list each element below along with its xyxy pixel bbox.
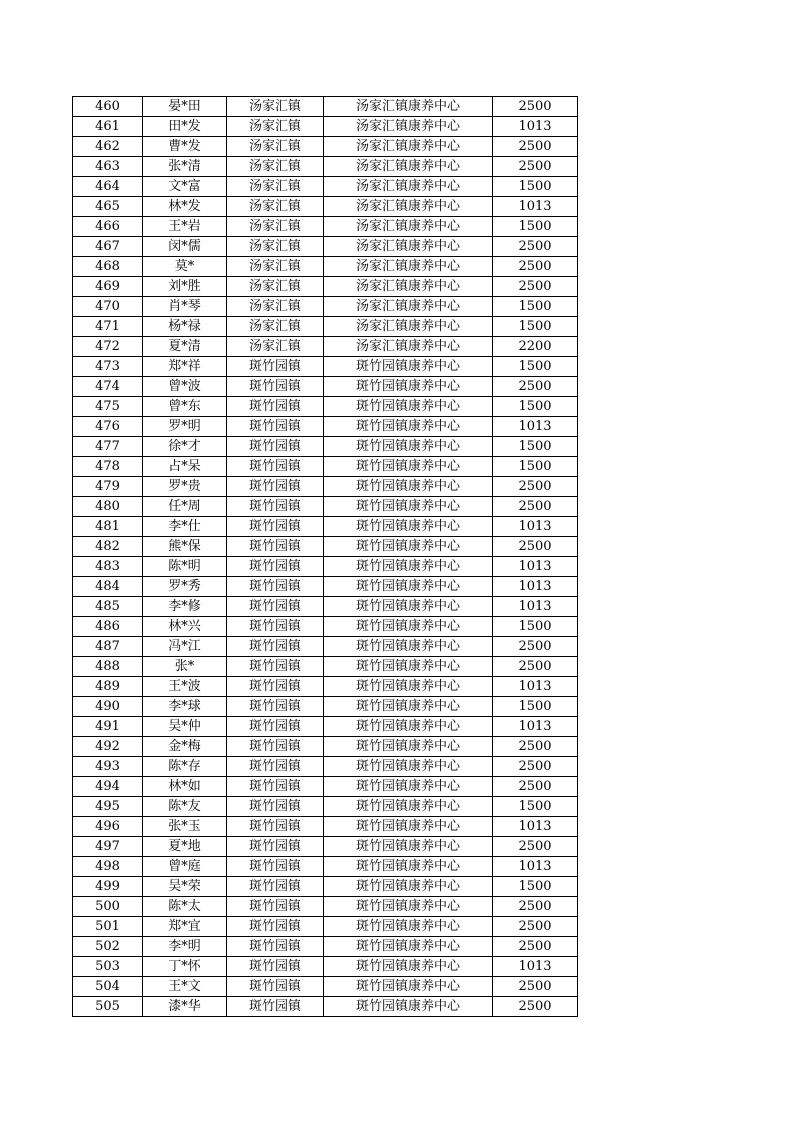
amount-cell: 2500 bbox=[493, 637, 578, 657]
amount-cell: 1500 bbox=[493, 217, 578, 237]
care-center-cell: 斑竹园镇康养中心 bbox=[324, 557, 493, 577]
name-cell: 夏*清 bbox=[143, 337, 227, 357]
table-row bbox=[73, 217, 578, 237]
name-cell: 文*富 bbox=[143, 177, 227, 197]
care-center-cell: 斑竹园镇康养中心 bbox=[324, 737, 493, 757]
town-cell: 汤家汇镇 bbox=[227, 317, 324, 337]
name-cell: 张* bbox=[143, 657, 227, 677]
amount-cell: 1500 bbox=[493, 177, 578, 197]
care-center-cell: 斑竹园镇康养中心 bbox=[324, 357, 493, 377]
name-cell: 罗*明 bbox=[143, 417, 227, 437]
town-cell: 斑竹园镇 bbox=[227, 557, 324, 577]
table-row bbox=[73, 857, 578, 877]
table-row bbox=[73, 837, 578, 857]
town-cell: 斑竹园镇 bbox=[227, 817, 324, 837]
table-row bbox=[73, 997, 578, 1017]
amount-cell: 1500 bbox=[493, 797, 578, 817]
care-center-cell: 汤家汇镇康养中心 bbox=[324, 177, 493, 197]
town-cell: 汤家汇镇 bbox=[227, 197, 324, 217]
table-row bbox=[73, 157, 578, 177]
name-cell: 林*兴 bbox=[143, 617, 227, 637]
amount-cell: 2500 bbox=[493, 237, 578, 257]
row-number-cell: 483 bbox=[73, 557, 143, 577]
care-center-cell: 斑竹园镇康养中心 bbox=[324, 657, 493, 677]
name-cell: 吴*荣 bbox=[143, 877, 227, 897]
town-cell: 斑竹园镇 bbox=[227, 517, 324, 537]
amount-cell: 1500 bbox=[493, 437, 578, 457]
name-cell: 陈*存 bbox=[143, 757, 227, 777]
amount-cell: 1500 bbox=[493, 877, 578, 897]
name-cell: 罗*贵 bbox=[143, 477, 227, 497]
amount-cell: 1500 bbox=[493, 617, 578, 637]
care-center-cell: 斑竹园镇康养中心 bbox=[324, 957, 493, 977]
name-cell: 张*清 bbox=[143, 157, 227, 177]
town-cell: 斑竹园镇 bbox=[227, 997, 324, 1017]
amount-cell: 2500 bbox=[493, 277, 578, 297]
amount-cell: 2500 bbox=[493, 657, 578, 677]
row-number-cell: 474 bbox=[73, 377, 143, 397]
table-row bbox=[73, 237, 578, 257]
amount-cell: 1013 bbox=[493, 417, 578, 437]
table-row bbox=[73, 797, 578, 817]
town-cell: 斑竹园镇 bbox=[227, 737, 324, 757]
table-row bbox=[73, 777, 578, 797]
row-number-cell: 486 bbox=[73, 617, 143, 637]
table-row bbox=[73, 757, 578, 777]
name-cell: 张*玉 bbox=[143, 817, 227, 837]
row-number-cell: 493 bbox=[73, 757, 143, 777]
table-row bbox=[73, 537, 578, 557]
table-row bbox=[73, 697, 578, 717]
name-cell: 金*梅 bbox=[143, 737, 227, 757]
name-cell: 李*仕 bbox=[143, 517, 227, 537]
row-number-cell: 473 bbox=[73, 357, 143, 377]
amount-cell: 2500 bbox=[493, 537, 578, 557]
row-number-cell: 479 bbox=[73, 477, 143, 497]
town-cell: 斑竹园镇 bbox=[227, 437, 324, 457]
table-row bbox=[73, 117, 578, 137]
care-center-cell: 汤家汇镇康养中心 bbox=[324, 117, 493, 137]
row-number-cell: 501 bbox=[73, 917, 143, 937]
amount-cell: 2500 bbox=[493, 97, 578, 117]
town-cell: 汤家汇镇 bbox=[227, 257, 324, 277]
care-center-cell: 汤家汇镇康养中心 bbox=[324, 197, 493, 217]
care-center-cell: 斑竹园镇康养中心 bbox=[324, 777, 493, 797]
row-number-cell: 488 bbox=[73, 657, 143, 677]
care-center-cell: 斑竹园镇康养中心 bbox=[324, 477, 493, 497]
name-cell: 李*球 bbox=[143, 697, 227, 717]
care-center-cell: 斑竹园镇康养中心 bbox=[324, 977, 493, 997]
care-center-cell: 汤家汇镇康养中心 bbox=[324, 137, 493, 157]
row-number-cell: 504 bbox=[73, 977, 143, 997]
table-row bbox=[73, 417, 578, 437]
amount-cell: 2500 bbox=[493, 937, 578, 957]
name-cell: 王*岩 bbox=[143, 217, 227, 237]
town-cell: 斑竹园镇 bbox=[227, 397, 324, 417]
records-table-body bbox=[73, 97, 578, 1017]
care-center-cell: 斑竹园镇康养中心 bbox=[324, 797, 493, 817]
table-row bbox=[73, 317, 578, 337]
town-cell: 斑竹园镇 bbox=[227, 377, 324, 397]
table-row bbox=[73, 137, 578, 157]
town-cell: 斑竹园镇 bbox=[227, 757, 324, 777]
row-number-cell: 487 bbox=[73, 637, 143, 657]
town-cell: 斑竹园镇 bbox=[227, 597, 324, 617]
row-number-cell: 497 bbox=[73, 837, 143, 857]
town-cell: 斑竹园镇 bbox=[227, 837, 324, 857]
row-number-cell: 468 bbox=[73, 257, 143, 277]
records-table bbox=[72, 96, 578, 1017]
amount-cell: 1013 bbox=[493, 817, 578, 837]
table-row bbox=[73, 297, 578, 317]
town-cell: 斑竹园镇 bbox=[227, 717, 324, 737]
table-row bbox=[73, 617, 578, 637]
table-row bbox=[73, 97, 578, 117]
amount-cell: 2500 bbox=[493, 777, 578, 797]
table-row bbox=[73, 957, 578, 977]
table-row bbox=[73, 677, 578, 697]
amount-cell: 2500 bbox=[493, 917, 578, 937]
name-cell: 陈*明 bbox=[143, 557, 227, 577]
table-row bbox=[73, 277, 578, 297]
care-center-cell: 汤家汇镇康养中心 bbox=[324, 217, 493, 237]
town-cell: 斑竹园镇 bbox=[227, 877, 324, 897]
table-row bbox=[73, 717, 578, 737]
amount-cell: 1013 bbox=[493, 197, 578, 217]
amount-cell: 1500 bbox=[493, 697, 578, 717]
town-cell: 汤家汇镇 bbox=[227, 177, 324, 197]
care-center-cell: 汤家汇镇康养中心 bbox=[324, 297, 493, 317]
town-cell: 斑竹园镇 bbox=[227, 657, 324, 677]
care-center-cell: 斑竹园镇康养中心 bbox=[324, 897, 493, 917]
amount-cell: 1013 bbox=[493, 677, 578, 697]
care-center-cell: 斑竹园镇康养中心 bbox=[324, 497, 493, 517]
name-cell: 李*明 bbox=[143, 937, 227, 957]
care-center-cell: 汤家汇镇康养中心 bbox=[324, 157, 493, 177]
care-center-cell: 斑竹园镇康养中心 bbox=[324, 917, 493, 937]
amount-cell: 2500 bbox=[493, 897, 578, 917]
row-number-cell: 484 bbox=[73, 577, 143, 597]
name-cell: 曾*波 bbox=[143, 377, 227, 397]
amount-cell: 1013 bbox=[493, 517, 578, 537]
row-number-cell: 461 bbox=[73, 117, 143, 137]
row-number-cell: 477 bbox=[73, 437, 143, 457]
amount-cell: 1013 bbox=[493, 597, 578, 617]
table-row bbox=[73, 337, 578, 357]
table-row bbox=[73, 197, 578, 217]
name-cell: 陈*太 bbox=[143, 897, 227, 917]
row-number-cell: 490 bbox=[73, 697, 143, 717]
name-cell: 丁*怀 bbox=[143, 957, 227, 977]
amount-cell: 1013 bbox=[493, 857, 578, 877]
care-center-cell: 斑竹园镇康养中心 bbox=[324, 617, 493, 637]
town-cell: 斑竹园镇 bbox=[227, 697, 324, 717]
care-center-cell: 汤家汇镇康养中心 bbox=[324, 337, 493, 357]
amount-cell: 1013 bbox=[493, 717, 578, 737]
care-center-cell: 斑竹园镇康养中心 bbox=[324, 457, 493, 477]
care-center-cell: 汤家汇镇康养中心 bbox=[324, 97, 493, 117]
row-number-cell: 489 bbox=[73, 677, 143, 697]
care-center-cell: 斑竹园镇康养中心 bbox=[324, 877, 493, 897]
town-cell: 汤家汇镇 bbox=[227, 217, 324, 237]
name-cell: 林*如 bbox=[143, 777, 227, 797]
row-number-cell: 465 bbox=[73, 197, 143, 217]
town-cell: 汤家汇镇 bbox=[227, 97, 324, 117]
name-cell: 漆*华 bbox=[143, 997, 227, 1017]
care-center-cell: 斑竹园镇康养中心 bbox=[324, 577, 493, 597]
town-cell: 汤家汇镇 bbox=[227, 237, 324, 257]
table-row bbox=[73, 437, 578, 457]
amount-cell: 1013 bbox=[493, 557, 578, 577]
row-number-cell: 495 bbox=[73, 797, 143, 817]
town-cell: 斑竹园镇 bbox=[227, 457, 324, 477]
table-row bbox=[73, 657, 578, 677]
row-number-cell: 475 bbox=[73, 397, 143, 417]
town-cell: 斑竹园镇 bbox=[227, 637, 324, 657]
name-cell: 吴*仲 bbox=[143, 717, 227, 737]
row-number-cell: 492 bbox=[73, 737, 143, 757]
row-number-cell: 467 bbox=[73, 237, 143, 257]
row-number-cell: 476 bbox=[73, 417, 143, 437]
name-cell: 莫* bbox=[143, 257, 227, 277]
row-number-cell: 462 bbox=[73, 137, 143, 157]
care-center-cell: 斑竹园镇康养中心 bbox=[324, 697, 493, 717]
name-cell: 闵*儒 bbox=[143, 237, 227, 257]
table-row bbox=[73, 977, 578, 997]
care-center-cell: 汤家汇镇康养中心 bbox=[324, 237, 493, 257]
amount-cell: 1013 bbox=[493, 957, 578, 977]
name-cell: 冯*江 bbox=[143, 637, 227, 657]
care-center-cell: 斑竹园镇康养中心 bbox=[324, 717, 493, 737]
row-number-cell: 470 bbox=[73, 297, 143, 317]
table-row bbox=[73, 517, 578, 537]
care-center-cell: 斑竹园镇康养中心 bbox=[324, 597, 493, 617]
care-center-cell: 斑竹园镇康养中心 bbox=[324, 417, 493, 437]
town-cell: 斑竹园镇 bbox=[227, 857, 324, 877]
name-cell: 占*呆 bbox=[143, 457, 227, 477]
table-row bbox=[73, 897, 578, 917]
town-cell: 斑竹园镇 bbox=[227, 977, 324, 997]
amount-cell: 2500 bbox=[493, 257, 578, 277]
name-cell: 陈*友 bbox=[143, 797, 227, 817]
amount-cell: 2500 bbox=[493, 737, 578, 757]
care-center-cell: 斑竹园镇康养中心 bbox=[324, 757, 493, 777]
name-cell: 郑*宜 bbox=[143, 917, 227, 937]
row-number-cell: 491 bbox=[73, 717, 143, 737]
care-center-cell: 斑竹园镇康养中心 bbox=[324, 517, 493, 537]
table-row bbox=[73, 477, 578, 497]
town-cell: 斑竹园镇 bbox=[227, 477, 324, 497]
amount-cell: 1500 bbox=[493, 357, 578, 377]
name-cell: 徐*才 bbox=[143, 437, 227, 457]
row-number-cell: 460 bbox=[73, 97, 143, 117]
amount-cell: 2200 bbox=[493, 337, 578, 357]
row-number-cell: 485 bbox=[73, 597, 143, 617]
town-cell: 斑竹园镇 bbox=[227, 937, 324, 957]
town-cell: 汤家汇镇 bbox=[227, 297, 324, 317]
amount-cell: 1013 bbox=[493, 117, 578, 137]
name-cell: 任*周 bbox=[143, 497, 227, 517]
row-number-cell: 500 bbox=[73, 897, 143, 917]
table-row bbox=[73, 817, 578, 837]
amount-cell: 2500 bbox=[493, 837, 578, 857]
care-center-cell: 汤家汇镇康养中心 bbox=[324, 277, 493, 297]
amount-cell: 1500 bbox=[493, 297, 578, 317]
town-cell: 斑竹园镇 bbox=[227, 497, 324, 517]
name-cell: 杨*禄 bbox=[143, 317, 227, 337]
table-row bbox=[73, 737, 578, 757]
town-cell: 汤家汇镇 bbox=[227, 137, 324, 157]
care-center-cell: 汤家汇镇康养中心 bbox=[324, 257, 493, 277]
town-cell: 斑竹园镇 bbox=[227, 917, 324, 937]
row-number-cell: 471 bbox=[73, 317, 143, 337]
care-center-cell: 斑竹园镇康养中心 bbox=[324, 997, 493, 1017]
town-cell: 汤家汇镇 bbox=[227, 157, 324, 177]
town-cell: 斑竹园镇 bbox=[227, 677, 324, 697]
town-cell: 斑竹园镇 bbox=[227, 777, 324, 797]
amount-cell: 2500 bbox=[493, 997, 578, 1017]
row-number-cell: 502 bbox=[73, 937, 143, 957]
name-cell: 肖*琴 bbox=[143, 297, 227, 317]
name-cell: 李*修 bbox=[143, 597, 227, 617]
care-center-cell: 斑竹园镇康养中心 bbox=[324, 437, 493, 457]
amount-cell: 2500 bbox=[493, 157, 578, 177]
name-cell: 熊*保 bbox=[143, 537, 227, 557]
table-row bbox=[73, 597, 578, 617]
name-cell: 曾*东 bbox=[143, 397, 227, 417]
row-number-cell: 496 bbox=[73, 817, 143, 837]
town-cell: 斑竹园镇 bbox=[227, 617, 324, 637]
row-number-cell: 464 bbox=[73, 177, 143, 197]
table-row bbox=[73, 637, 578, 657]
row-number-cell: 498 bbox=[73, 857, 143, 877]
row-number-cell: 478 bbox=[73, 457, 143, 477]
name-cell: 罗*秀 bbox=[143, 577, 227, 597]
town-cell: 斑竹园镇 bbox=[227, 537, 324, 557]
row-number-cell: 480 bbox=[73, 497, 143, 517]
amount-cell: 1013 bbox=[493, 577, 578, 597]
name-cell: 郑*祥 bbox=[143, 357, 227, 377]
table-row bbox=[73, 257, 578, 277]
town-cell: 汤家汇镇 bbox=[227, 277, 324, 297]
amount-cell: 2500 bbox=[493, 977, 578, 997]
row-number-cell: 503 bbox=[73, 957, 143, 977]
care-center-cell: 斑竹园镇康养中心 bbox=[324, 397, 493, 417]
row-number-cell: 505 bbox=[73, 997, 143, 1017]
name-cell: 晏*田 bbox=[143, 97, 227, 117]
table-row bbox=[73, 917, 578, 937]
row-number-cell: 463 bbox=[73, 157, 143, 177]
table-row bbox=[73, 457, 578, 477]
name-cell: 田*发 bbox=[143, 117, 227, 137]
town-cell: 汤家汇镇 bbox=[227, 337, 324, 357]
table-row bbox=[73, 937, 578, 957]
name-cell: 刘*胜 bbox=[143, 277, 227, 297]
amount-cell: 2500 bbox=[493, 497, 578, 517]
care-center-cell: 斑竹园镇康养中心 bbox=[324, 837, 493, 857]
name-cell: 王*波 bbox=[143, 677, 227, 697]
name-cell: 林*发 bbox=[143, 197, 227, 217]
table-row bbox=[73, 397, 578, 417]
name-cell: 夏*地 bbox=[143, 837, 227, 857]
row-number-cell: 499 bbox=[73, 877, 143, 897]
care-center-cell: 斑竹园镇康养中心 bbox=[324, 817, 493, 837]
amount-cell: 2500 bbox=[493, 757, 578, 777]
amount-cell: 1500 bbox=[493, 457, 578, 477]
care-center-cell: 斑竹园镇康养中心 bbox=[324, 377, 493, 397]
amount-cell: 1500 bbox=[493, 317, 578, 337]
town-cell: 斑竹园镇 bbox=[227, 797, 324, 817]
town-cell: 汤家汇镇 bbox=[227, 117, 324, 137]
care-center-cell: 斑竹园镇康养中心 bbox=[324, 537, 493, 557]
row-number-cell: 481 bbox=[73, 517, 143, 537]
table-row bbox=[73, 557, 578, 577]
care-center-cell: 斑竹园镇康养中心 bbox=[324, 857, 493, 877]
table-row bbox=[73, 577, 578, 597]
name-cell: 曾*庭 bbox=[143, 857, 227, 877]
table-row bbox=[73, 877, 578, 897]
town-cell: 斑竹园镇 bbox=[227, 357, 324, 377]
care-center-cell: 斑竹园镇康养中心 bbox=[324, 937, 493, 957]
care-center-cell: 斑竹园镇康养中心 bbox=[324, 677, 493, 697]
amount-cell: 2500 bbox=[493, 137, 578, 157]
row-number-cell: 494 bbox=[73, 777, 143, 797]
row-number-cell: 469 bbox=[73, 277, 143, 297]
town-cell: 斑竹园镇 bbox=[227, 957, 324, 977]
town-cell: 斑竹园镇 bbox=[227, 897, 324, 917]
row-number-cell: 482 bbox=[73, 537, 143, 557]
row-number-cell: 466 bbox=[73, 217, 143, 237]
care-center-cell: 汤家汇镇康养中心 bbox=[324, 317, 493, 337]
table-row bbox=[73, 497, 578, 517]
town-cell: 斑竹园镇 bbox=[227, 417, 324, 437]
care-center-cell: 斑竹园镇康养中心 bbox=[324, 637, 493, 657]
table-row bbox=[73, 377, 578, 397]
amount-cell: 1500 bbox=[493, 397, 578, 417]
amount-cell: 2500 bbox=[493, 477, 578, 497]
amount-cell: 2500 bbox=[493, 377, 578, 397]
name-cell: 曹*发 bbox=[143, 137, 227, 157]
name-cell: 王*文 bbox=[143, 977, 227, 997]
table-row bbox=[73, 177, 578, 197]
row-number-cell: 472 bbox=[73, 337, 143, 357]
table-row bbox=[73, 357, 578, 377]
town-cell: 斑竹园镇 bbox=[227, 577, 324, 597]
